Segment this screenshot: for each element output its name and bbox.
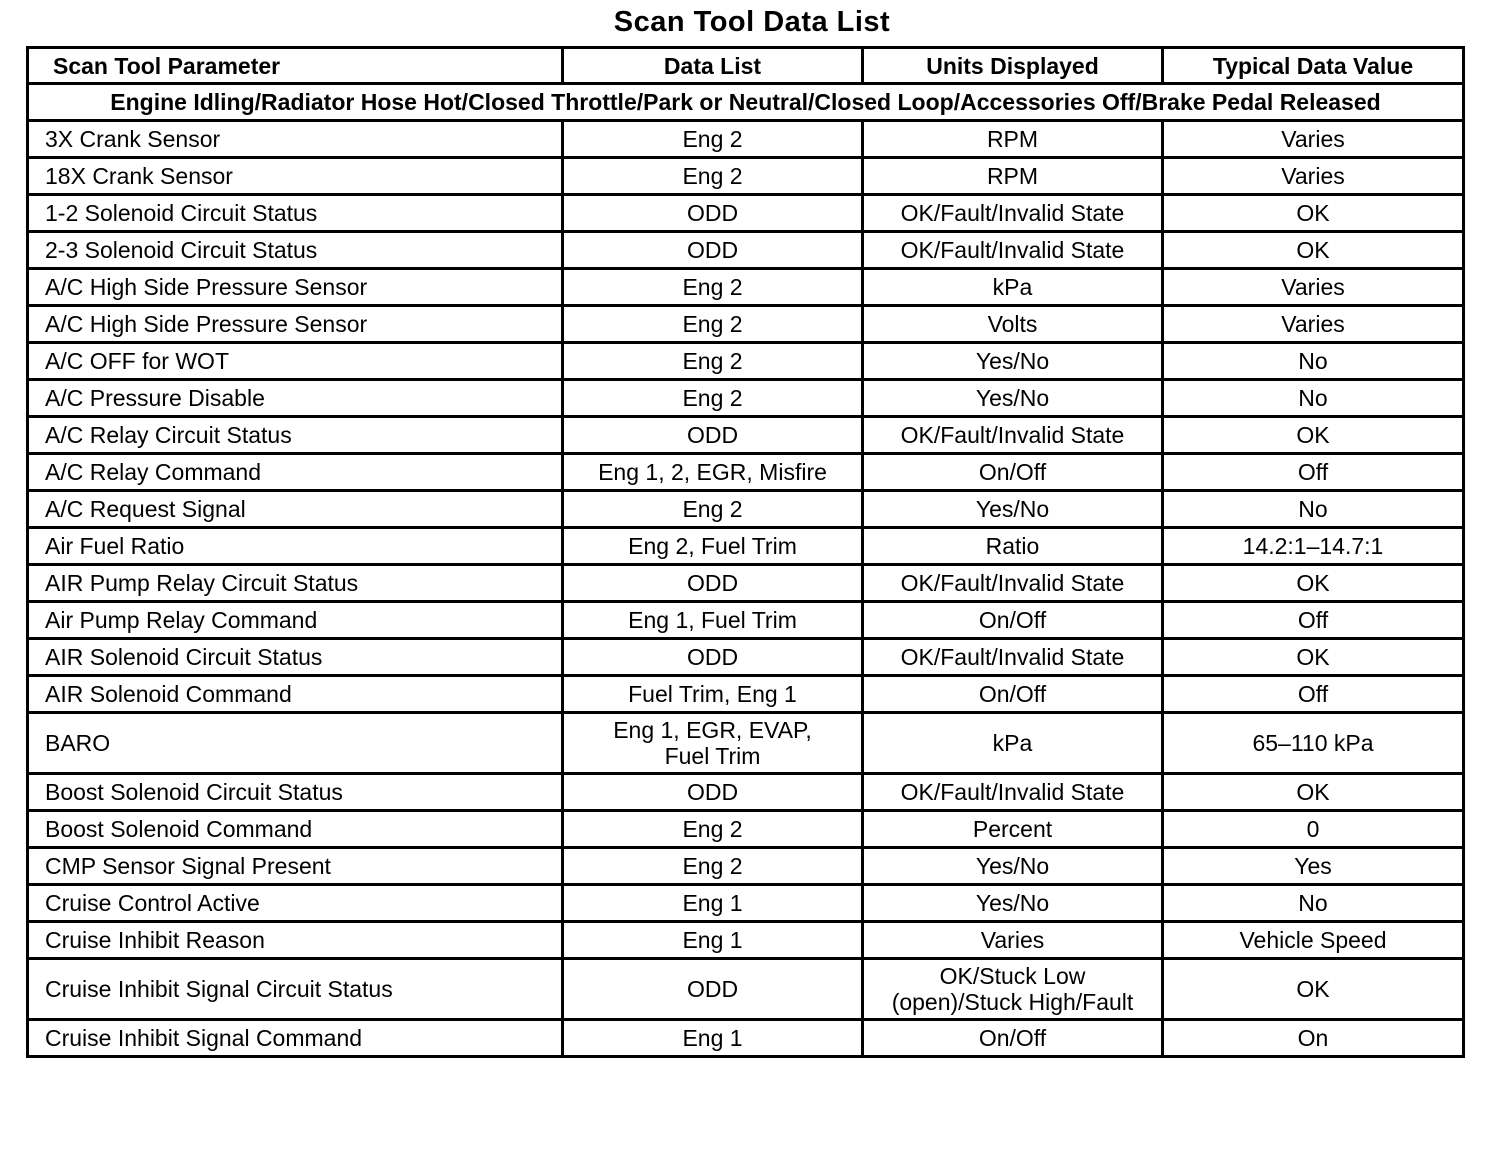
cell-units: Yes/No: [863, 380, 1163, 417]
cell-typical-value: No: [1163, 343, 1464, 380]
data-table: [26, 46, 1465, 1058]
table-row: [28, 491, 1464, 528]
cell-units: Ratio: [863, 528, 1163, 565]
table-row: [28, 269, 1464, 306]
cell-data-list: Eng 2: [563, 343, 863, 380]
cell-parameter: AIR Pump Relay Circuit Status: [28, 565, 563, 602]
table-row: [28, 306, 1464, 343]
cell-units: RPM: [863, 121, 1163, 158]
cell-units: kPa: [863, 269, 1163, 306]
cell-data-list: Eng 1: [563, 885, 863, 922]
condition-text: Engine Idling/Radiator Hose Hot/Closed Throttle/Park or Neutral/Closed Loop/Accessories Off/Brake Pedal Released: [28, 84, 1464, 121]
cell-data-list: ODD: [563, 232, 863, 269]
cell-typical-value: OK: [1163, 565, 1464, 602]
cell-data-list: ODD: [563, 195, 863, 232]
cell-units: OK/Fault/Invalid State: [863, 417, 1163, 454]
cell-units: [863, 959, 1163, 1020]
table-row: [28, 885, 1464, 922]
cell-units-line: OK/Stuck Low: [939, 963, 1086, 989]
table-row: [28, 565, 1464, 602]
cell-typical-value: Yes: [1163, 848, 1464, 885]
cell-data-list: ODD: [563, 774, 863, 811]
cell-typical-value: Vehicle Speed: [1163, 922, 1464, 959]
cell-typical-value: Varies: [1163, 121, 1464, 158]
cell-data-list: Eng 2: [563, 121, 863, 158]
cell-data-list: Eng 2: [563, 269, 863, 306]
cell-units: Yes/No: [863, 848, 1163, 885]
cell-parameter: A/C High Side Pressure Sensor: [28, 306, 563, 343]
condition-row: [28, 84, 1464, 121]
cell-typical-value: 65–110 kPa: [1163, 713, 1464, 774]
table-row: [28, 774, 1464, 811]
table-row: [28, 454, 1464, 491]
cell-parameter: 18X Crank Sensor: [28, 158, 563, 195]
cell-data-list: Eng 1: [563, 922, 863, 959]
cell-parameter: Cruise Inhibit Signal Command: [28, 1020, 563, 1057]
cell-typical-value: OK: [1163, 959, 1464, 1020]
cell-parameter: Boost Solenoid Circuit Status: [28, 774, 563, 811]
table-row: [28, 343, 1464, 380]
cell-data-list: Eng 2, Fuel Trim: [563, 528, 863, 565]
cell-units: Yes/No: [863, 491, 1163, 528]
cell-data-list: ODD: [563, 639, 863, 676]
cell-parameter: BARO: [28, 713, 563, 774]
cell-parameter: 3X Crank Sensor: [28, 121, 563, 158]
cell-units: OK/Fault/Invalid State: [863, 774, 1163, 811]
cell-data-list: Eng 2: [563, 848, 863, 885]
cell-units: On/Off: [863, 1020, 1163, 1057]
cell-parameter: AIR Solenoid Circuit Status: [28, 639, 563, 676]
cell-data-list: Eng 1: [563, 1020, 863, 1057]
cell-data-list: ODD: [563, 565, 863, 602]
cell-data-list: Eng 2: [563, 306, 863, 343]
cell-typical-value: OK: [1163, 232, 1464, 269]
header-parameter: Scan Tool Parameter: [28, 48, 563, 84]
header-row: [28, 48, 1464, 84]
cell-typical-value: No: [1163, 491, 1464, 528]
cell-units: OK/Fault/Invalid State: [863, 232, 1163, 269]
cell-units: Yes/No: [863, 343, 1163, 380]
cell-parameter: A/C Pressure Disable: [28, 380, 563, 417]
cell-typical-value: OK: [1163, 639, 1464, 676]
cell-units: OK/Fault/Invalid State: [863, 195, 1163, 232]
cell-parameter: Air Pump Relay Command: [28, 602, 563, 639]
cell-parameter: 1-2 Solenoid Circuit Status: [28, 195, 563, 232]
cell-data-list: Eng 2: [563, 491, 863, 528]
table-row: [28, 158, 1464, 195]
cell-data-list: ODD: [563, 417, 863, 454]
cell-typical-value: No: [1163, 885, 1464, 922]
cell-typical-value: Off: [1163, 454, 1464, 491]
cell-units: OK/Fault/Invalid State: [863, 565, 1163, 602]
cell-parameter: Cruise Inhibit Signal Circuit Status: [28, 959, 563, 1020]
table-row: [28, 417, 1464, 454]
cell-data-list: Eng 2: [563, 811, 863, 848]
header-typical-value: Typical Data Value: [1163, 48, 1464, 84]
cell-units: Volts: [863, 306, 1163, 343]
cell-units: On/Off: [863, 676, 1163, 713]
table-row: [28, 848, 1464, 885]
cell-typical-value: On: [1163, 1020, 1464, 1057]
cell-units: On/Off: [863, 602, 1163, 639]
cell-data-list-line: Fuel Trim: [664, 743, 761, 769]
cell-data-list: [563, 713, 863, 774]
table-row: [28, 380, 1464, 417]
cell-typical-value: Varies: [1163, 306, 1464, 343]
cell-units-line: (open)/Stuck High/Fault: [891, 989, 1134, 1015]
cell-typical-value: 14.2:1–14.7:1: [1163, 528, 1464, 565]
header-units: Units Displayed: [863, 48, 1163, 84]
cell-data-list: Fuel Trim, Eng 1: [563, 676, 863, 713]
cell-typical-value: 0: [1163, 811, 1464, 848]
cell-units: RPM: [863, 158, 1163, 195]
table-row: [28, 676, 1464, 713]
table-row: [28, 528, 1464, 565]
cell-typical-value: Off: [1163, 676, 1464, 713]
cell-typical-value: Varies: [1163, 269, 1464, 306]
cell-data-list: Eng 1, Fuel Trim: [563, 602, 863, 639]
cell-typical-value: Varies: [1163, 158, 1464, 195]
page-title: Scan Tool Data List: [613, 6, 891, 38]
cell-data-list: Eng 2: [563, 158, 863, 195]
cell-data-list-line: Eng 1, EGR, EVAP,: [613, 717, 812, 743]
cell-parameter: A/C Request Signal: [28, 491, 563, 528]
cell-data-list: ODD: [563, 959, 863, 1020]
table-row: [28, 195, 1464, 232]
table-row: [28, 922, 1464, 959]
cell-typical-value: OK: [1163, 195, 1464, 232]
cell-typical-value: No: [1163, 380, 1464, 417]
table-row: [28, 639, 1464, 676]
cell-units: On/Off: [863, 454, 1163, 491]
cell-parameter: A/C OFF for WOT: [28, 343, 563, 380]
header-data-list: Data List: [563, 48, 863, 84]
cell-data-list: Eng 2: [563, 380, 863, 417]
cell-parameter: A/C Relay Command: [28, 454, 563, 491]
table-row: [28, 602, 1464, 639]
cell-parameter: A/C Relay Circuit Status: [28, 417, 563, 454]
table-row: [28, 121, 1464, 158]
table-row: [28, 232, 1464, 269]
cell-units: OK/Fault/Invalid State: [863, 639, 1163, 676]
cell-parameter: AIR Solenoid Command: [28, 676, 563, 713]
cell-units: Percent: [863, 811, 1163, 848]
cell-typical-value: OK: [1163, 774, 1464, 811]
cell-parameter: A/C High Side Pressure Sensor: [28, 269, 563, 306]
cell-parameter: CMP Sensor Signal Present: [28, 848, 563, 885]
table-row: [28, 713, 1464, 774]
table-row: [28, 1020, 1464, 1057]
cell-parameter: Cruise Control Active: [28, 885, 563, 922]
cell-typical-value: OK: [1163, 417, 1464, 454]
cell-typical-value: Off: [1163, 602, 1464, 639]
cell-data-list: Eng 1, 2, EGR, Misfire: [563, 454, 863, 491]
cell-units: kPa: [863, 713, 1163, 774]
cell-parameter: 2-3 Solenoid Circuit Status: [28, 232, 563, 269]
table-row: [28, 959, 1464, 1020]
cell-parameter: Air Fuel Ratio: [28, 528, 563, 565]
table-row: [28, 811, 1464, 848]
cell-parameter: Boost Solenoid Command: [28, 811, 563, 848]
cell-parameter: Cruise Inhibit Reason: [28, 922, 563, 959]
cell-units: Yes/No: [863, 885, 1163, 922]
cell-units: Varies: [863, 922, 1163, 959]
